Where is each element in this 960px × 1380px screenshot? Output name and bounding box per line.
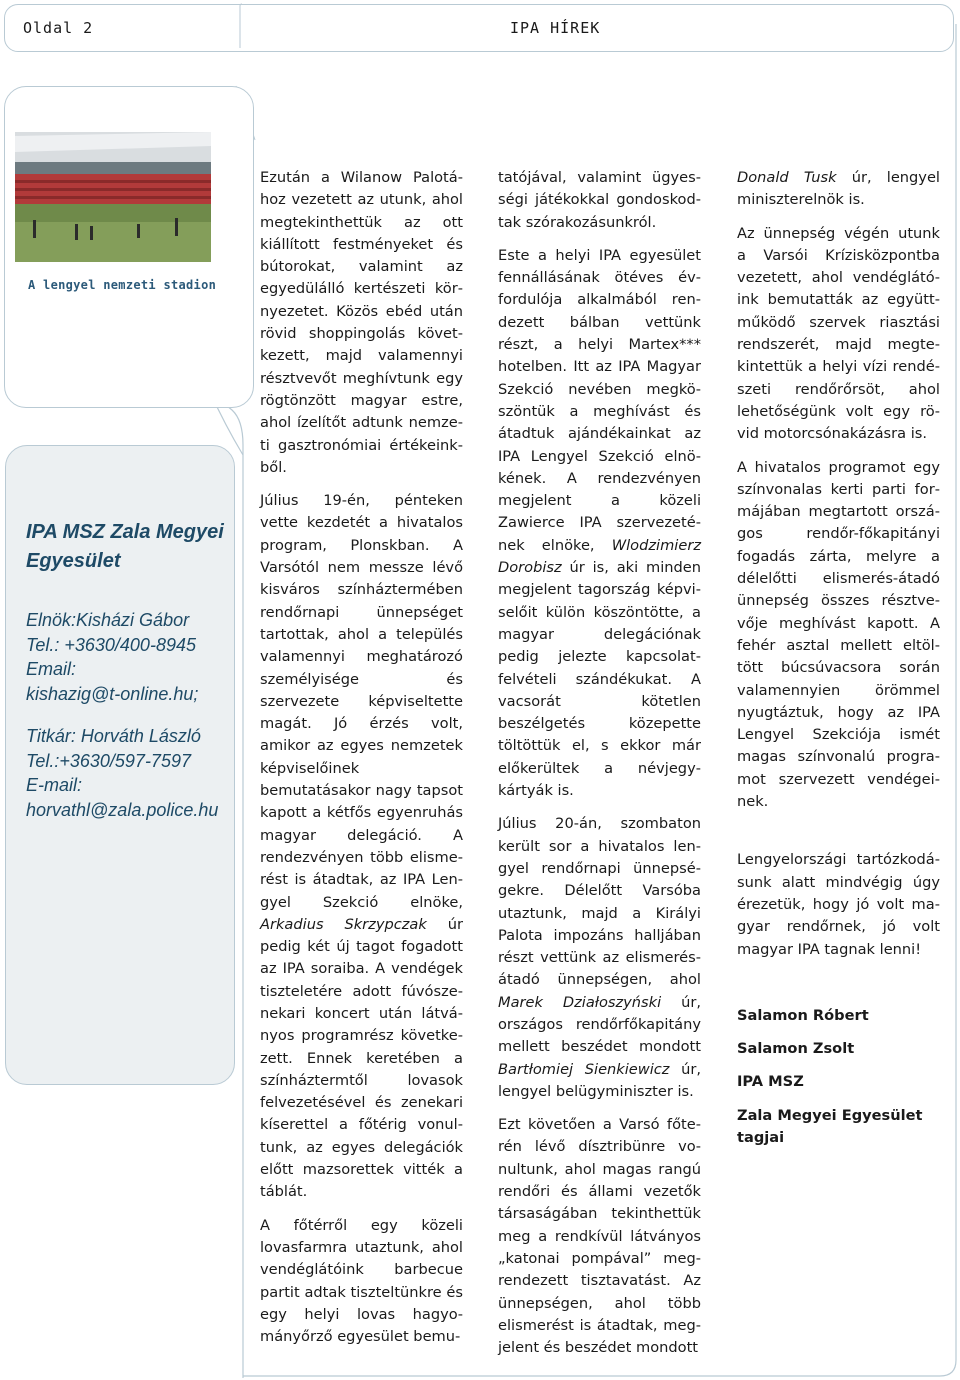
page-number: Oldal 2 <box>23 19 94 37</box>
paragraph: Ezután a Wilanow Palotához vezetett az utunk, ahol megtekinthettük az ott kiállított festményeket és bútorokat, valamint az egyedülálló kertészeti környezetet. Közös ebéd után rövid shoppingolás következett, majd valamennyi résztvevőt meghívtunk egy rögtönzött magyar estre, ahol ízelítőt adtunk nemzeti gasztronómiai értékeinkből. <box>260 169 463 476</box>
paragraph: A főtérről egy közeli lovasfarmra utaztunk, ahol vendéglátóink barbecue partit adtak tiszteltünkre és egy helyi lovas hagyományőrző egyesület bemu- <box>260 1216 463 1346</box>
paragraph: Este a helyi IPA egyesület fennállásának ötéves évfordulója alkalmából rendezett bálban vettünk részt, a helyi Martex*** hotelben. Itt az IPA Magyar Szekció nevében megköszöntük a meghívást és átadtuk ajándékainkat az IPA Lengyel Szekció elnökének. A rendezvényen megjelent a közeli Zawierce IPA szervezetének elnöke, Wlodzimierz Dorobisz úr is, aki minden megjelent tagország képviselőit külön köszöntötte, a magyar delegációnak pedig jelezte kapcsolat-felvételi szándékukat. A vacsorát kötetlen beszélgetés közepette töltöttük el, s ekkor már előkerültek a névjegykártyák is. <box>498 246 701 800</box>
association-title: IPA MSZ Zala Megyei Egyesület <box>26 521 224 572</box>
president-name: Elnök:Kisházi Gábor <box>26 610 190 630</box>
paragraph: Július 20-án, szombaton került sor a hivatalos lengyel rendőrnapi ünnepségekre. Délelőtt Varsóba utaztunk, majd a Királyi Palota impozáns halljában részt vettünk az elismerésátadó ünnepségen, ahol Marek Działoszyński úr, országos rendőrfőkapitány mellett beszédet mondott Bartłomiej Sienkiewicz úr, lengyel belügyminiszter is. <box>498 815 701 1100</box>
article-column-3 <box>737 167 940 1160</box>
signature-line: Salamon Róbert <box>737 1006 869 1024</box>
person-name: Marek Działoszyński <box>498 993 662 1011</box>
photo-caption: A lengyel nemzeti stadion <box>28 278 217 292</box>
paragraph: Ezt követően a Varsó főterén lévő dísztribünre vonultunk, ahol magas rangú rendőri és állami vezetők társaságában tekinthettük meg a rendkívül látványos „katonai pompával” megrendezett tisztavatást. Az ünnepségen, ahol több elismerést is átadtak, megjelent és beszédet mondott <box>498 1116 701 1357</box>
paragraph: Július 19-én, pénteken vette kezdetét a hivatalos program, Plonskban. A Varsótól nem messze lévő kisváros színháztermében rendőrnapi ünnepséget tartottak, ahol a település valamennyi meghatározó személyisége és szervezete képviseltette magát. Jó érzés volt, amikor az egyes nemzetek képviselőinek bemutatásakor nagy tapsot kapott a kétfős egyenruhás magyar delegáció. A rendezvényen több elismerést is átadtak, az IPA Lengyel Szekció elnöke, Arkadius Skrzypczak úr pedig két új tagot fogadott az IPA soraiba. A vendégek tiszteletére adott fúvószenekari koncert után látványos programrész következett. Ennek keretében a színháztermtől lovasok felvezetésével és zenekari kíserettel a főtérig vonultunk, az egyes delegációk előtt mazsorettek vitték a táblát. <box>260 492 463 1201</box>
person-name: Bartłomiej Sienkiewicz <box>498 1060 670 1078</box>
paragraph: Az ünnepség végén utunk a Varsói Krízisközpontba vezetett, ahol vendéglátóink bemutatták az együttműködő szervek riasztási rendszerét, majd megtekintettük a helyi vízi rendészeti rendőrőrsöt, ahol lehetőségünk volt egy rövid motorcsónakázásra is. <box>737 224 940 443</box>
person-name: Arkadius Skrzypczak <box>260 915 427 933</box>
secretary-email[interactable]: horvathl@zala.police.hu <box>26 799 219 820</box>
secretary-email-label: E-mail: <box>26 775 83 795</box>
signature-line: Zala Megyei Egyesület tagjai <box>737 1106 923 1146</box>
article-column-2 <box>498 167 701 1370</box>
person-name: Wlodzimierz Dorobisz <box>498 536 701 577</box>
president-email[interactable]: kishazig@t-online.hu; <box>26 683 199 704</box>
magazine-title: IPA HÍREK <box>510 19 601 37</box>
contact-info <box>26 608 231 822</box>
article-column-1 <box>260 167 463 1359</box>
secretary-name: Titkár: Horváth László <box>26 726 201 746</box>
paragraph: Donald Tusk úr, lengyel miniszterelnök is. <box>737 169 940 209</box>
person-name: Donald Tusk <box>737 169 837 186</box>
signature-line: Salamon Zsolt <box>737 1040 855 1058</box>
secretary-phone: Tel.:+3630/597-7597 <box>26 750 191 771</box>
stadium-photo <box>15 132 211 262</box>
president-phone: Tel.: +3630/400-8945 <box>26 634 196 655</box>
paragraph: tatójával, valamint ügyességi játékokkal gondoskodtak szórakozásunkról. <box>498 169 701 231</box>
paragraph: Lengyelországi tartózkodásunk alatt mindvégig úgy érezetük, hogy jó volt magyar rendőrnek, jó volt magyar IPA tagnak lenni! <box>737 851 940 958</box>
paragraph: A hivatalos programot egy színvonalas kerti parti formájában megtartott országos rendőr-főkapitányi fogadás zárta, melyre a délelőtti elismerés-átadó ünnepség összes résztvevője meghívást kapott. A fehér asztal mellett eltöltött búcsúvacsora során valamennyien örömmel nyugtáztuk, hogy az IPA Lengyel Szekciója ismét magas színvonalú programot szervezett vendégeinek. <box>737 458 940 811</box>
signature-line: IPA MSZ <box>737 1073 804 1091</box>
president-email-label: Email: <box>26 659 77 679</box>
